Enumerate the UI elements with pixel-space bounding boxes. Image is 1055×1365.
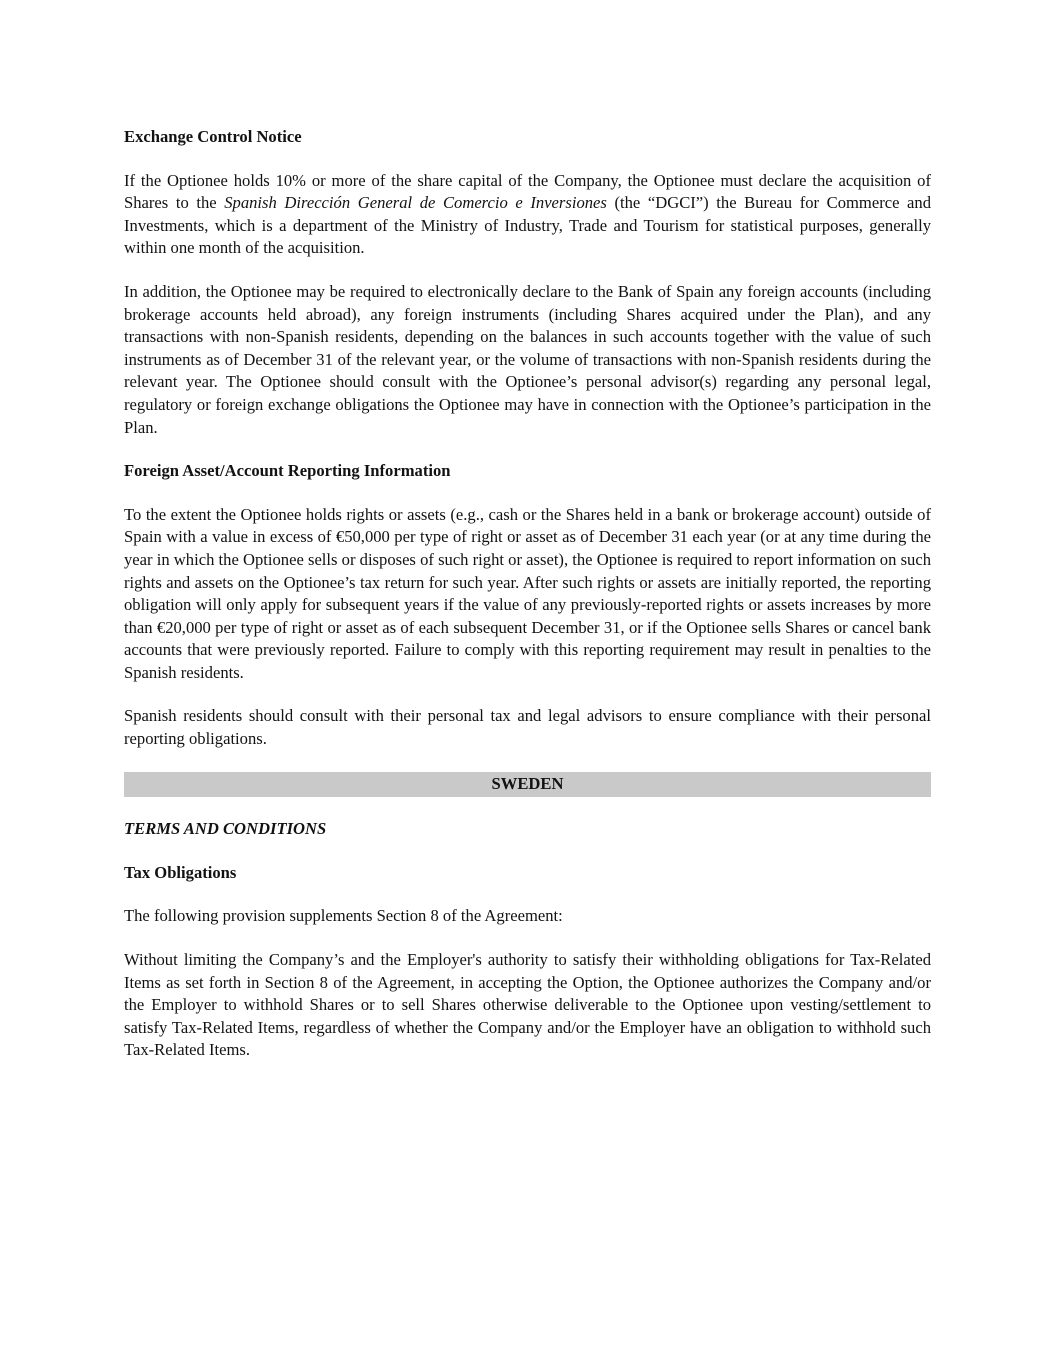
sweden-section-label: SWEDEN bbox=[491, 773, 564, 793]
section-heading-exchange-control-notice: Exchange Control Notice bbox=[124, 127, 302, 146]
section-heading-tax-obligations: Tax Obligations bbox=[124, 862, 237, 882]
italic-phrase-spanish-dgci: Spanish Dirección General de Comercio e Inversiones bbox=[224, 193, 607, 213]
paragraph-foreign-asset-2: Spanish residents should consult with their personal tax and legal advisors to ensure compliance with their personal reporting obligations. bbox=[124, 706, 931, 749]
section-heading-terms-and-conditions: TERMS AND CONDITIONS bbox=[124, 819, 327, 839]
paragraph-sweden-withholding: Without limiting the Company’s and the Employer's authority to satisfy their withholding obligations for Tax-Related Items as set forth in Section 8 of the Agreement, in accepting the Option, the Optionee authorizes the Company and/or the Employer to withhold Shares or to sell Shares otherwise deliverable to the Optionee upon vesting/settlement to satisfy Tax-Related Items, regardless of whether the Company and/or the Employer have an obligation to withhold such Tax-Related Items. bbox=[124, 950, 931, 1060]
paragraph-exchange-control-1 bbox=[124, 170, 931, 260]
paragraph-sweden-intro: The following provision supplements Section 8 of the Agreement: bbox=[124, 906, 563, 926]
section-heading-foreign-asset-reporting: Foreign Asset/Account Reporting Information bbox=[124, 461, 451, 481]
sweden-section-bar bbox=[124, 772, 931, 798]
paragraph-text: (the “DGCI”) the Bureau for Commerce and Investments, which is a department of the Ministry of Industry, Trade and Tourism for statistical purposes, generally within one month of the acquisition. bbox=[124, 193, 932, 258]
paragraph-foreign-asset-1: To the extent the Optionee holds rights or assets (e.g., cash or the Shares held in a bank or brokerage account) outside of Spain with a value in excess of €50,000 per type of right or asset as of December 31 each year (or at any time during the year in which the Optionee sells or disposes of such right or asset), the Optionee is required to report information on such rights and assets on the Optionee’s tax return for such year. After such rights or assets are initially reported, the reporting obligation will only apply for subsequent years if the value of any previously-reported rights or assets increases by more than €20,000 per type of right or asset as of each subsequent December 31, or if the Optionee sells Shares or cancel bank accounts that were previously reported. Failure to comply with this reporting requirement may result in penalties to the Spanish residents. bbox=[124, 504, 931, 682]
paragraph-exchange-control-2: In addition, the Optionee may be required to electronically declare to the Bank of Spain any foreign accounts (including brokerage accounts held abroad), any foreign instruments (including Shares acquired under the Plan), and any transactions with non-Spanish residents, depending on the balances in such accounts together with the value of such instruments as of December 31 of the relevant year, or the volume of transactions with non-Spanish residents during the relevant year. The Optionee should consult with the Optionee’s personal advisor(s) regarding any personal legal, regulatory or foreign exchange obligations the Optionee may have in connection with the Optionee’s participation in the Plan. bbox=[124, 281, 931, 437]
paragraph-text: If the Optionee holds 10% or more of the share capital of the Company, the Optionee must declare the acquisition of Shares to the bbox=[124, 170, 931, 213]
